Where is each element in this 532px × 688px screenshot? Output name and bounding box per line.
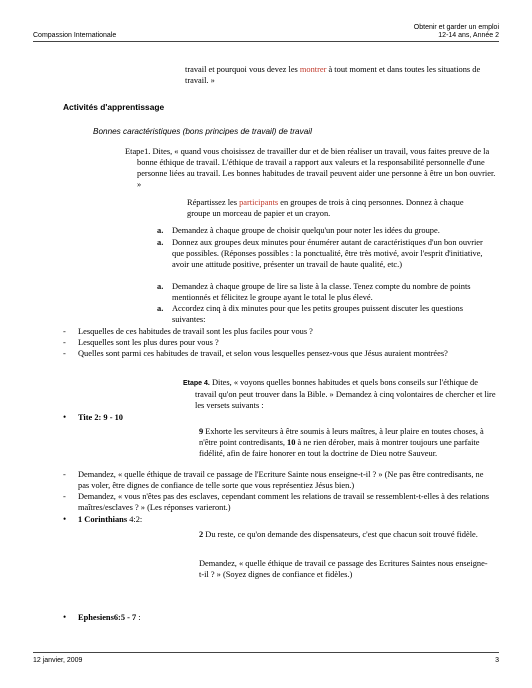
step-item	[157, 281, 487, 303]
etape1-paragraph: Etape1. Dites, « quand vous choisissez de travailler dur et de bien réaliser un travail, vous faites preuve de la bonne éthique de travail. L'éthique de travail a rapport aux valeurs et la responsabilité personnelle d'une personne liées au travail. Les bonnes habitudes de travail peuvent aider une personne à être un bon ouvrier. »	[125, 147, 496, 189]
intro-text-end: à tout moment et dans toutes les situations de travail. »	[185, 65, 481, 85]
verse-text: Exhorte les serviteurs à être soumis à leurs maîtres, à leur plaire en toutes choses, à n'être point contredisants,	[199, 427, 484, 447]
step-text: Demandez à chaque groupe de lire sa liste à la classe. Tenez compte du nombre de points mentionnés et félicitez le groupe ayant le total le plus élevé.	[172, 282, 471, 302]
corinthians-verse	[199, 529, 489, 540]
step-item	[157, 237, 487, 281]
participants-highlight: participants	[239, 198, 279, 207]
repartissez-text: Répartissez les	[187, 198, 240, 207]
verse-number: 9	[199, 427, 204, 436]
footer-rule	[33, 652, 499, 653]
intro-paragraph	[185, 64, 485, 86]
dash-marker: -	[63, 349, 66, 358]
etape4-text: Dites, « voyons quelles bonnes habitudes et quels bons conseils sur l'éthique de travail qu'on peut trouver dans la Bible. » Demandez à cinq volontaires de chercher et lire les versets suivants :	[195, 378, 496, 410]
scripture-punct: :	[136, 613, 141, 622]
corinthians-question: Demandez, « quelle éthique de travail ce passage des Ecritures Saintes nous enseigne-t-il ? » (Soyez dignes de confiance et fidèles.)	[199, 559, 488, 579]
question-text: Quelles sont parmi ces habitudes de travail, et selon vous lesquelles pensez-vous que Jésus auraient montrées?	[78, 349, 448, 358]
scripture-book: 1 Corinthians	[78, 515, 128, 524]
tite-verse-block	[199, 426, 489, 459]
step-text: Demandez à chaque groupe de choisir quelqu'un pour noter les idées du groupe.	[172, 226, 440, 235]
scripture-reference	[78, 514, 142, 525]
question-text: Demandez, « vous n'êtes pas des esclaves, cependant comment les relations de travail se ressemblent-t-elles à des relations maîtres/esclaves ? » (Les réponses varieront.)	[78, 492, 490, 512]
header-right-subtitle: 12-14 ans, Année 2	[438, 32, 499, 39]
step-text: Donnez aux groupes deux minutes pour énumérer autant de caractéristiques d'un bon ouvrier que possibles. (Réponses possibles : la ponctualité, être très motivé, avoir l'esprit d'initiative, avoir une attitude positive, présenter un travail de haute qualité, etc.)	[172, 238, 483, 269]
repartissez-text-end: en groupes de trois à cinq personnes. Donnez à chaque groupe un morceau de papier et un crayon.	[187, 198, 464, 218]
question-text: Demandez, « quelle éthique de travail ce passage de l'Ecriture Sainte nous enseigne-t-il ? » (Ne pas être contredisants, ne pas voler, être dignes de confiance de telle sorte que vous représentiez Jésus bien.)	[78, 470, 484, 490]
scripture-book: Ephesiens6:5 - 7	[78, 613, 137, 622]
section-subtitle: Bonnes caractéristiques (bons principes de travail) de travail	[93, 127, 312, 136]
repartissez-paragraph	[187, 197, 487, 219]
scripture-reference: Tite 2: 9 - 10	[78, 413, 123, 422]
question-text: Lesquelles de ces habitudes de travail sont les plus faciles pour vous ?	[78, 327, 313, 336]
step-marker: a.	[157, 238, 164, 247]
step-text: Accordez cinq à dix minutes pour que les petits groupes puissent discuter les questions suivantes:	[172, 304, 463, 324]
bullet-marker: •	[63, 412, 67, 422]
header-left: Compassion Internationale	[33, 32, 117, 39]
bullet-marker: •	[63, 514, 67, 524]
footer-date: 12 janvier, 2009	[33, 657, 83, 664]
etape4-label: Etape 4.	[183, 380, 210, 387]
intro-highlight: montrer	[299, 65, 327, 74]
verse-number: 2	[199, 530, 204, 539]
dash-marker: -	[63, 338, 66, 347]
page-number: 3	[495, 657, 499, 664]
dash-marker: -	[63, 492, 66, 501]
dash-marker: -	[63, 470, 66, 479]
scripture-reference	[78, 612, 141, 623]
scripture-chapter: 4:2:	[127, 515, 143, 524]
intro-text: travail et pourquoi vous devez les	[185, 65, 300, 74]
step-marker: a.	[157, 304, 164, 313]
header-right-title: Obtenir et garder un emploi	[413, 24, 499, 31]
verse-text: Du reste, ce qu'on demande des dispensateurs, c'est que chacun soit trouvé fidèle.	[203, 530, 478, 539]
step-item	[157, 303, 487, 325]
etape4-paragraph	[183, 377, 500, 411]
step-marker: a.	[157, 226, 164, 235]
header-rule	[33, 41, 499, 42]
section-title: Activités d'apprentissage	[63, 102, 165, 112]
dash-marker: -	[63, 327, 66, 336]
step-marker: a.	[157, 282, 164, 291]
verse-text: à ne rien dérober, mais à montrer toujours une parfaite fidélité, afin de faire honorer en tout la doctrine de Dieu notre Sauveur.	[199, 438, 480, 458]
verse-number: 10	[287, 438, 296, 447]
question-text: Lesquelles sont les plus dures pour vous ?	[78, 338, 219, 347]
step-item	[157, 225, 487, 237]
bullet-marker: •	[63, 612, 67, 622]
